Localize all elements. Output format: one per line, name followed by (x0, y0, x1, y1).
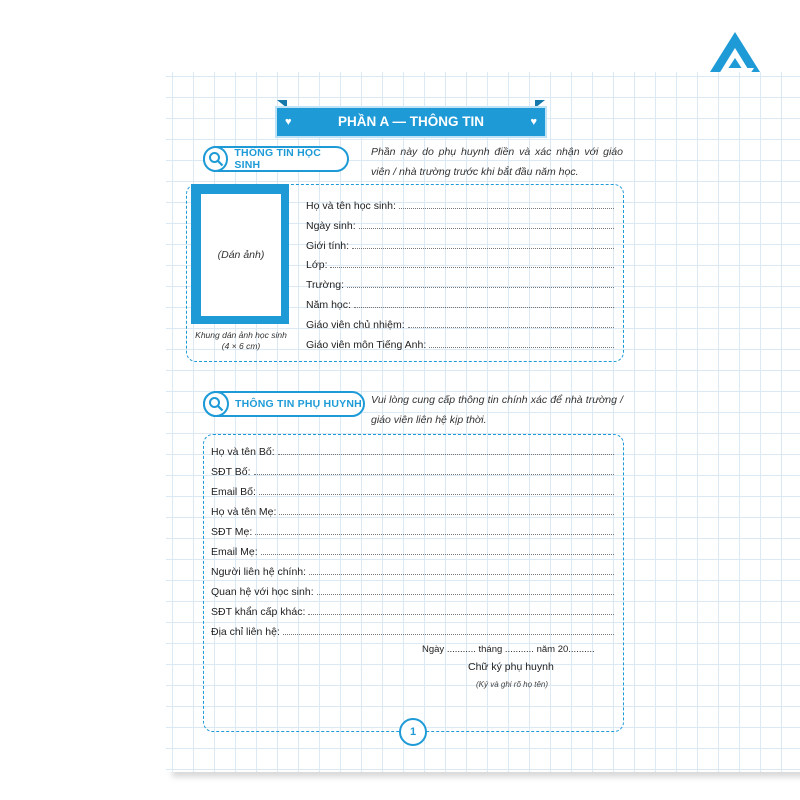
parent-field-input-line[interactable] (254, 474, 615, 475)
parent-field-row[interactable] (211, 522, 614, 538)
magnifier-icon (203, 391, 229, 417)
parent-field-input-line[interactable] (283, 634, 614, 635)
student-field-label: Giới tính: (306, 239, 350, 252)
parent-field-row[interactable] (211, 502, 614, 518)
banner-title: PHẦN A — THÔNG TIN (338, 114, 484, 129)
student-field-row[interactable] (306, 335, 614, 351)
heart-icon: ♥ (285, 116, 292, 128)
signature-hint: (Ký và ghi rõ họ tên) (476, 680, 549, 689)
student-field-label: Họ và tên học sinh: (306, 200, 396, 212)
parent-field-row[interactable] (211, 542, 614, 558)
student-field-input-line[interactable] (354, 307, 614, 308)
photo-caption: Khung dán ảnh học sinh (4 × 6 cm) (195, 330, 287, 351)
student-field-input-line[interactable] (359, 228, 614, 229)
parent-field-label: SĐT Mẹ: (211, 526, 253, 538)
parent-field-row[interactable] (211, 562, 614, 578)
banner-fold-right (535, 100, 545, 108)
parent-field-row[interactable] (211, 442, 614, 458)
magnifier-icon (203, 146, 228, 172)
parent-section-label: THÔNG TIN PHỤ HUYNH (235, 398, 362, 410)
student-note: Phần này do phụ huynh điền và xác nhận với giáo viên / nhà trường trước khi bắt đầu năm học. (371, 146, 623, 178)
student-field-input-line[interactable] (399, 208, 614, 209)
page-number: 1 (399, 718, 427, 746)
parent-field-label: SĐT khẩn cấp khác: (211, 606, 306, 618)
parent-field-input-line[interactable] (279, 514, 614, 515)
student-field-input-line[interactable] (330, 267, 614, 268)
date-line: Ngày ........... tháng ........... năm 20.......... (422, 644, 595, 655)
parent-field-input-line[interactable] (259, 494, 614, 495)
parent-field-label: Email Bố: (211, 486, 256, 498)
signature-title: Chữ ký phụ huynh (468, 661, 554, 673)
parent-field-row[interactable] (211, 462, 614, 478)
parent-field-input-line[interactable] (278, 454, 614, 455)
parent-field-row[interactable] (211, 582, 614, 598)
banner-fold-left (277, 100, 287, 108)
parent-field-label: Người liên hệ chính: (211, 566, 307, 578)
student-field-input-line[interactable] (408, 327, 614, 328)
parent-field-input-line[interactable] (309, 574, 614, 575)
parent-field-label: Họ và tên Mẹ: (211, 506, 277, 518)
student-field-label: Giáo viên chủ nhiệm: (306, 318, 405, 331)
student-field-label: Ngày sinh: (306, 219, 356, 232)
student-field-label: Giáo viên môn Tiếng Anh: (306, 338, 427, 351)
parent-field-input-line[interactable] (317, 594, 614, 595)
parent-field-row[interactable] (211, 622, 614, 638)
student-field-row[interactable] (306, 275, 614, 291)
student-field-row[interactable] (306, 196, 614, 212)
heart-icon: ♥ (530, 116, 537, 128)
student-info-pill (203, 146, 349, 172)
student-field-label: Năm học: (306, 299, 351, 311)
student-field-row[interactable] (306, 216, 614, 232)
parent-field-row[interactable] (211, 482, 614, 498)
worksheet-page (166, 72, 800, 772)
parent-field-row[interactable] (211, 602, 614, 618)
student-field-row[interactable] (306, 255, 614, 271)
student-field-input-line[interactable] (347, 287, 614, 288)
parent-field-label: Email Mẹ: (211, 546, 258, 558)
parent-field-label: SĐT Bố: (211, 466, 251, 478)
photo-placeholder: (Dán ảnh) (200, 193, 282, 317)
student-field-row[interactable] (306, 295, 614, 311)
parent-info-pill (203, 391, 365, 417)
parent-note: Vui lòng cung cấp thông tin chính xác để nhà trường / giáo viên liên hệ kịp thời. (371, 394, 623, 426)
student-field-row[interactable] (306, 236, 614, 252)
student-field-input-line[interactable] (429, 347, 614, 348)
parent-field-input-line[interactable] (308, 614, 614, 615)
parent-field-input-line[interactable] (261, 554, 614, 555)
student-field-label: Lớp: (306, 259, 328, 272)
parent-field-label: Họ và tên Bố: (211, 446, 275, 458)
student-section-label: THÔNG TIN HỌC SINH (234, 147, 322, 171)
section-banner (277, 108, 545, 136)
parent-field-input-line[interactable] (255, 534, 614, 535)
parent-field-label: Địa chỉ liên hệ: (211, 626, 280, 638)
student-field-label: Trường: (306, 279, 345, 292)
student-field-input-line[interactable] (352, 248, 614, 249)
student-field-row[interactable] (306, 315, 614, 331)
parent-field-label: Quan hệ với học sinh: (211, 586, 314, 598)
